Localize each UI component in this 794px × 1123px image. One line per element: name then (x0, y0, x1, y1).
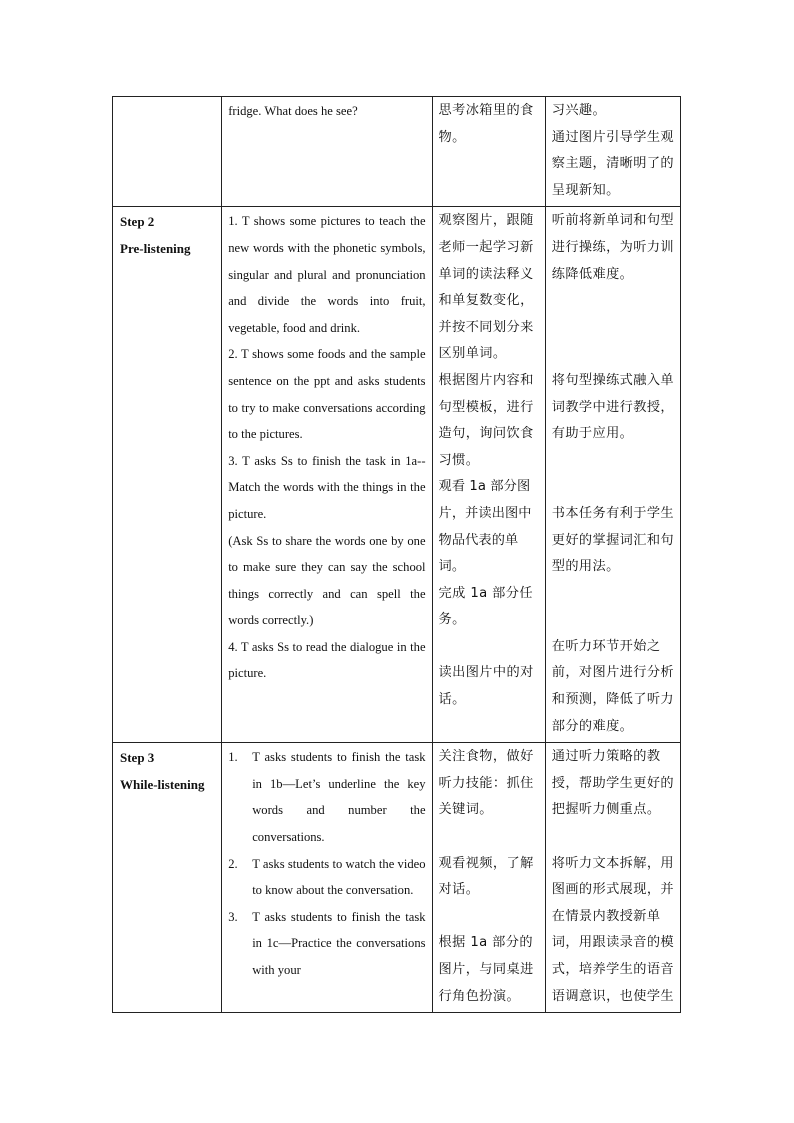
table-row (113, 743, 681, 1013)
student-text: 完成 1a 部分任务。 (438, 585, 533, 628)
table-row (113, 207, 681, 743)
student-text: 观看 1a 部分图片，并读出图中物品代表的单词。 (438, 479, 532, 575)
numbered-item (228, 851, 425, 904)
step-number: Step 3 (120, 750, 155, 766)
item-number: 1. (228, 750, 238, 765)
activity-text: 1. T shows some pictures to teach the new words with the phonetic symbols, singular and plural and pronunciation and divide the words into fruit, vegetable, food and drink. (228, 214, 426, 335)
purpose-text: 听前将新单词和句型进行操练，为听力训练降低难度。 (551, 213, 675, 282)
step-phase: While-listening (120, 776, 205, 792)
step-cell (113, 207, 222, 743)
purpose-text: 习兴趣。 (551, 103, 607, 118)
student-cell (432, 207, 545, 743)
purpose-cell (545, 743, 680, 1013)
student-text: 观察图片，跟随老师一起学习新单词的读法释义和单复数变化，并按不同划分来区别单词。 (438, 213, 534, 362)
lesson-plan-table (112, 96, 681, 1013)
student-cell (432, 743, 545, 1013)
activity-text: 3. T asks Ss to finish the task in 1a--Match the words with the things in the picture. (228, 453, 426, 521)
purpose-text: 将句型操练式融入单词教学中进行教授，有助于应用。 (551, 372, 675, 442)
step-number: Step 2 (120, 214, 155, 230)
activity-text: fridge. What does he see? (228, 104, 358, 118)
step-phase: Pre-listening (120, 240, 191, 256)
step-cell (113, 97, 222, 207)
item-number: 3. (228, 909, 238, 924)
activity-text: T asks students to finish the task in 1c—Practice the conversations with your (252, 909, 426, 977)
activity-text: (Ask Ss to share the words one by one to make sure they can say the school things correctly and can spell the words correctly.) (228, 533, 426, 628)
purpose-text: 通过图片引导学生观察主题，清晰明了的呈现新知。 (551, 129, 675, 198)
activity-text: T asks students to finish the task in 1b—Let’s underline the key words and number the conversations. (252, 750, 426, 845)
activity-cell (222, 97, 432, 207)
student-text: 关注食物，做好听力技能：抓住关键词。 (438, 749, 534, 818)
activity-text: T asks students to watch the video to know about the conversation. (252, 856, 426, 898)
table-row (113, 97, 681, 207)
activity-cell (222, 207, 432, 743)
student-cell (432, 97, 545, 207)
purpose-text: 通过听力策略的教授，帮助学生更好的把握听力侧重点。 (551, 749, 675, 818)
step-cell (113, 743, 222, 1013)
purpose-text: 在听力环节开始之前，对图片进行分析和预测，降低了听力部分的难度。 (551, 638, 675, 734)
activity-text: 2. T shows some foods and the sample sentence on the ppt and asks students to try to make conversations according to the pictures. (228, 347, 426, 442)
purpose-cell (545, 207, 680, 743)
item-number: 2. (228, 856, 238, 871)
student-text: 读出图片中的对话。 (438, 665, 534, 708)
numbered-item (228, 904, 425, 984)
purpose-text: 书本任务有利于学生更好的掌握词汇和句型的用法。 (551, 505, 675, 575)
student-text: 根据图片内容和句型模板，进行造句，询问饮食习惯。 (438, 372, 534, 468)
purpose-text: 将听力文本拆解，用图画的形式展现，并在情景内教授新单词，用跟读录音的模式，培养学生的语音语调意识，也使学生 (551, 855, 675, 1004)
numbered-item (228, 744, 425, 850)
student-text: 根据 1a 部分的图片，与同桌进行角色扮演。 (438, 935, 534, 1004)
activity-text: 4. T asks Ss to read the dialogue in the picture. (228, 639, 426, 681)
student-text: 思考冰箱里的食物。 (438, 103, 534, 145)
student-text: 观看视频，了解对话。 (438, 855, 534, 898)
purpose-cell (545, 97, 680, 207)
activity-cell (222, 743, 432, 1013)
